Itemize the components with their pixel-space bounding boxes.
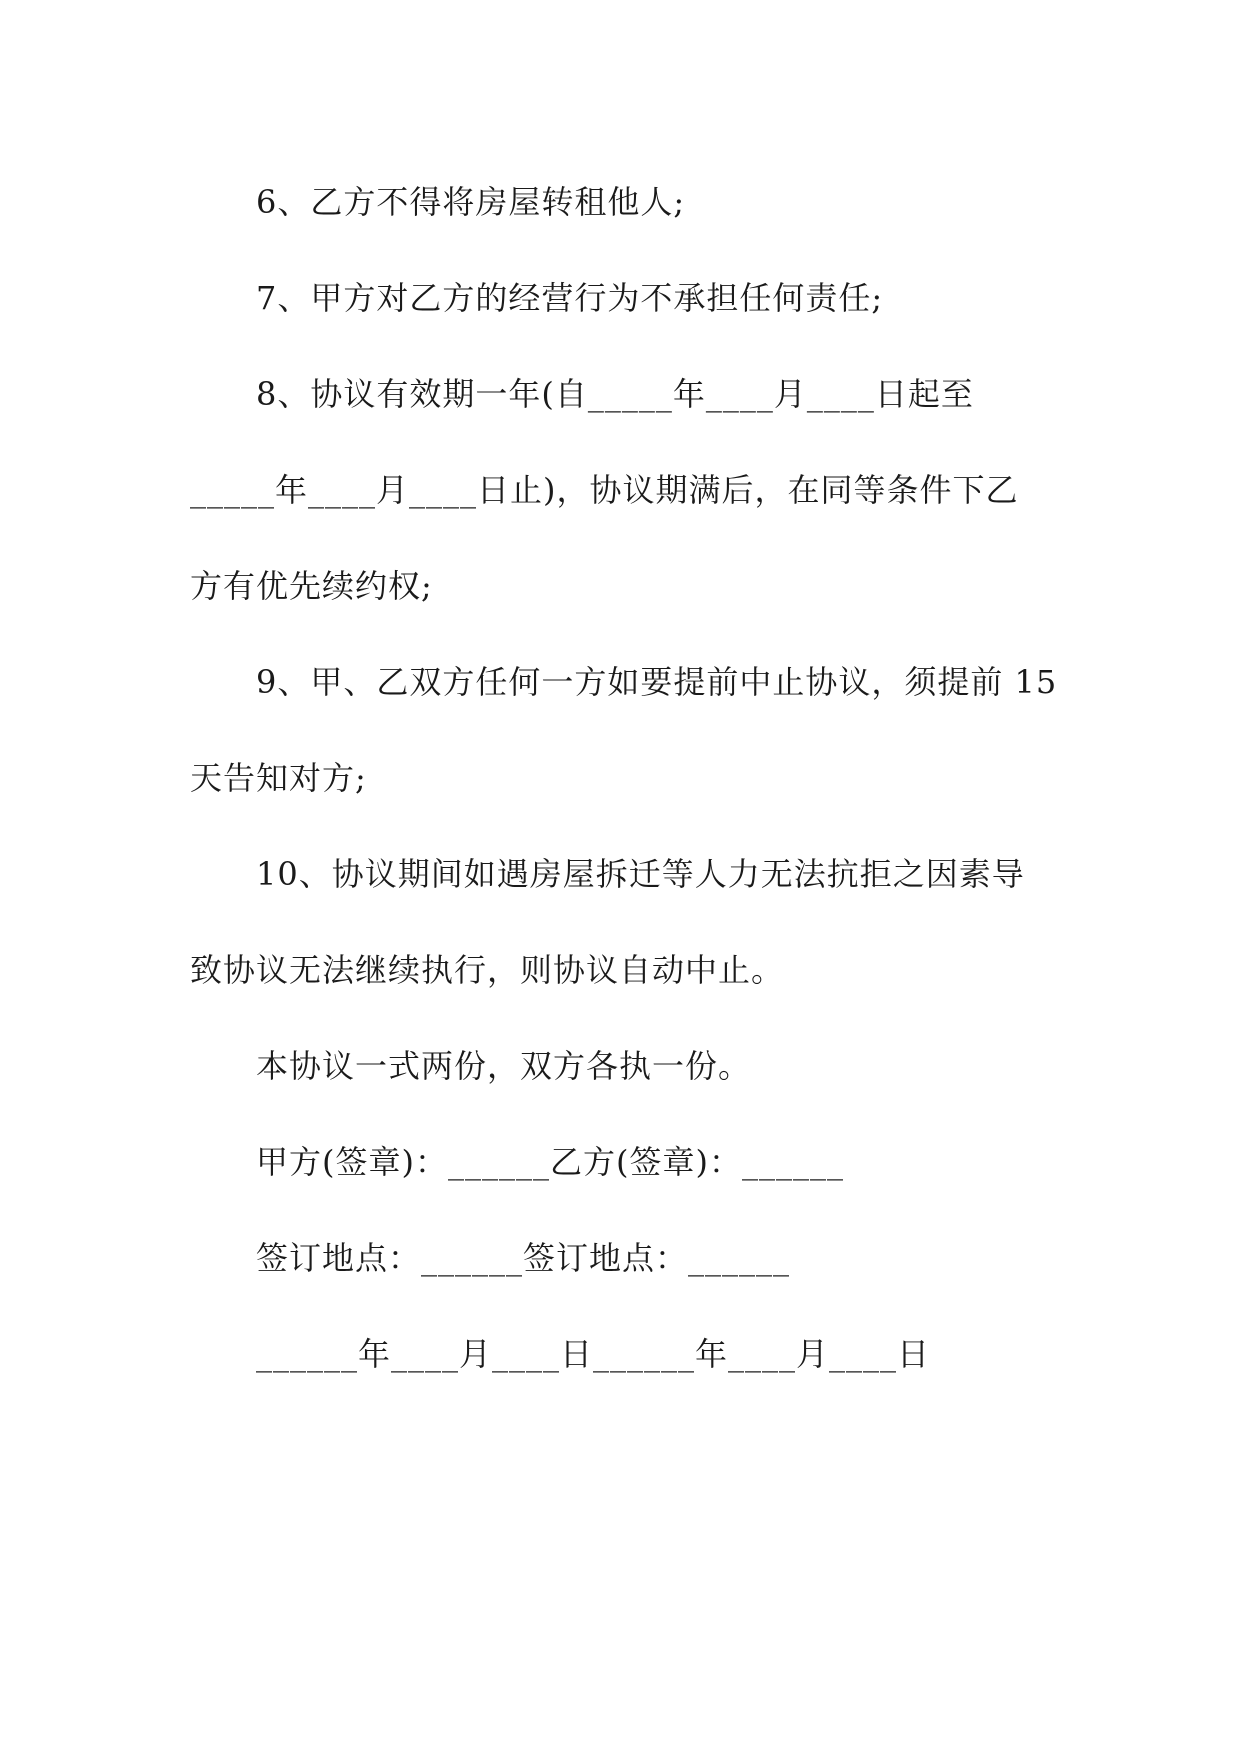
clause-10-line-1: 10、协议期间如遇房屋拆迁等人力无法抗拒之因素导 xyxy=(256,855,1025,893)
date-line: ______年____月____日______年____月____日 xyxy=(256,1335,931,1373)
signing-place-line: 签订地点：______签订地点：______ xyxy=(256,1239,791,1277)
signature-line: 甲方(签章)：______乙方(签章)：______ xyxy=(256,1143,844,1181)
clause-6: 6、乙方不得将房屋转租他人; xyxy=(256,183,686,221)
clause-10-line-2: 致协议无法继续执行，则协议自动中止。 xyxy=(190,951,785,989)
clause-9-line-1: 9、甲、乙双方任何一方如要提前中止协议，须提前 15 xyxy=(256,663,1058,701)
clause-7: 7、甲方对乙方的经营行为不承担任何责任; xyxy=(256,279,884,317)
clause-9-line-2: 天告知对方; xyxy=(190,759,367,797)
clause-8-line-2: _____年____月____日止)，协议期满后，在同等条件下乙 xyxy=(190,471,1019,509)
clause-8-line-1: 8、协议有效期一年(自_____年____月____日起至 xyxy=(256,375,974,413)
clause-8-line-3: 方有优先续约权; xyxy=(190,567,433,605)
copies-statement: 本协议一式两份，双方各执一份。 xyxy=(256,1047,752,1085)
